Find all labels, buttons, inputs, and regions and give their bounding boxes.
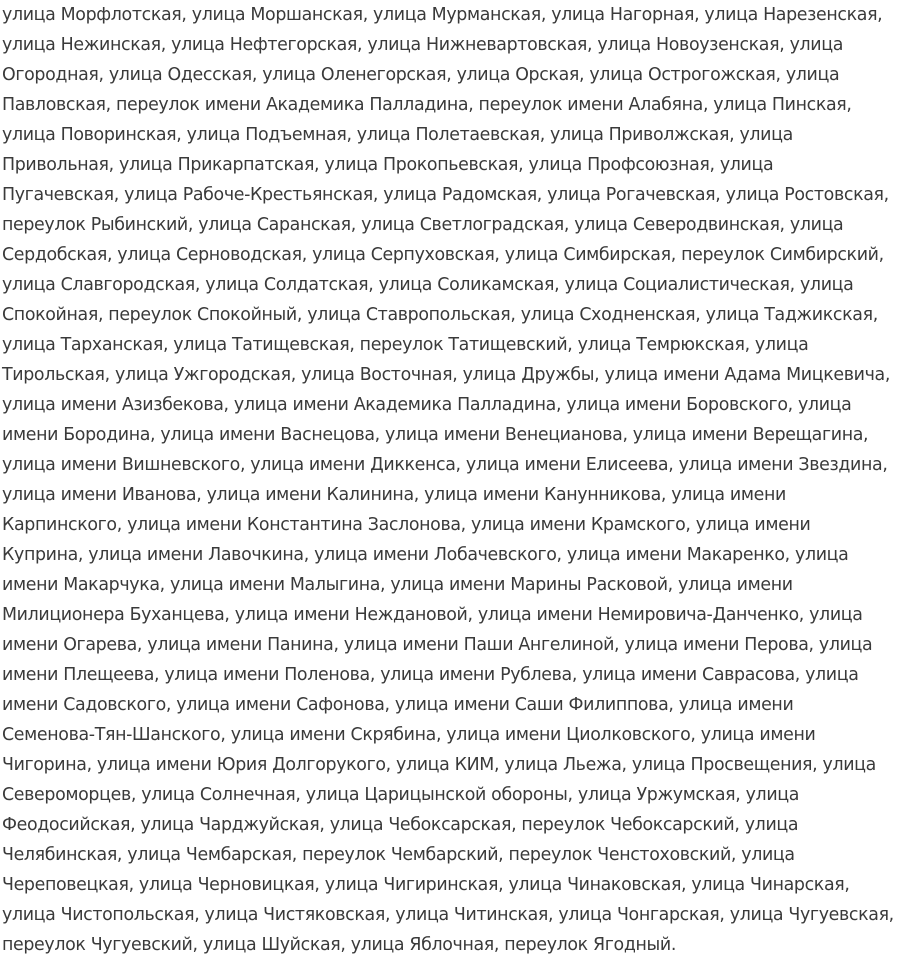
text-line: улица имени Иванова, улица имени Калинина, улица имени Канунникова, улица имени: [2, 485, 786, 505]
text-line: Челябинская, улица Чембарская, переулок Чембарский, переулок Ченстоховский, улица: [2, 845, 795, 865]
text-line: Семенова-Тян-Шанского, улица имени Скрябина, улица имени Циолковского, улица имени: [2, 725, 816, 745]
text-line: Огородная, улица Одесская, улица Оленегорская, улица Орская, улица Острогожская, улица: [2, 65, 840, 85]
text-line: Милиционера Буханцева, улица имени Неждановой, улица имени Немировича-Данченко, улица: [2, 605, 863, 625]
text-line: Пугачевская, улица Рабоче-Крестьянская, улица Радомская, улица Рогачевская, улица Ростовская,: [2, 185, 889, 205]
text-line: улица имени Вишневского, улица имени Диккенса, улица имени Елисеева, улица имени Звездина,: [2, 455, 888, 475]
text-line: Сердобская, улица Серноводская, улица Серпуховская, улица Симбирская, переулок Симбирский,: [2, 245, 884, 265]
text-line: имени Бородина, улица имени Васнецова, улица имени Венецианова, улица имени Верещагина,: [2, 425, 869, 445]
text-line: улица имени Азизбекова, улица имени Академика Палладина, улица имени Боровского, улица: [2, 395, 852, 415]
text-line: улица Славгородская, улица Солдатская, улица Соликамская, улица Социалистическая, улица: [2, 275, 854, 295]
text-line: Карпинского, улица имени Константина Заслонова, улица имени Крамского, улица имени: [2, 515, 811, 535]
text-line: Череповецкая, улица Черновицкая, улица Чигиринская, улица Чинаковская, улица Чинарская,: [2, 875, 850, 895]
text-line: переулок Рыбинский, улица Саранская, улица Светлоградская, улица Северодвинская, улица: [2, 215, 844, 235]
text-line: улица Тарханская, улица Татищевская, переулок Татищевский, улица Темрюкская, улица: [2, 335, 809, 355]
text-line: Куприна, улица имени Лавочкина, улица имени Лобачевского, улица имени Макаренко, улица: [2, 545, 849, 565]
text-line: Павловская, переулок имени Академика Палладина, переулок имени Алабяна, улица Пинская,: [2, 95, 852, 115]
text-line: имени Садовского, улица имени Сафонова, улица имени Саши Филиппова, улица имени: [2, 695, 794, 715]
text-line: имени Макарчука, улица имени Малыгина, улица имени Марины Расковой, улица имени: [2, 575, 793, 595]
text-line: Североморцев, улица Солнечная, улица Царицынской обороны, улица Уржумская, улица: [2, 785, 800, 805]
text-line: улица Чистопольская, улица Чистяковская, улица Читинская, улица Чонгарская, улица Чугуевская,: [2, 905, 894, 925]
text-line: улица Морфлотская, улица Моршанская, улица Мурманская, улица Нагорная, улица Нарезенская,: [2, 5, 883, 25]
text-line: улица Нежинская, улица Нефтегорская, улица Нижневартовская, улица Новоузенская, улица: [2, 35, 844, 55]
text-line: Чигорина, улица имени Юрия Долгорукого, улица КИМ, улица Льежа, улица Просвещения, улица: [2, 755, 876, 775]
text-line: имени Огарева, улица имени Панина, улица имени Паши Ангелиной, улица имени Перова, улица: [2, 635, 873, 655]
text-line: Феодосийская, улица Чарджуйская, улица Чебоксарская, переулок Чебоксарский, улица: [2, 815, 799, 835]
text-line: Спокойная, переулок Спокойный, улица Ставропольская, улица Сходненская, улица Таджикская,: [2, 305, 878, 325]
text-line: переулок Чугуевский, улица Шуйская, улица Яблочная, переулок Ягодный.: [2, 935, 677, 955]
text-line: улица Поворинская, улица Подъемная, улица Полетаевская, улица Приволжская, улица: [2, 125, 793, 145]
text-line: Тирольская, улица Ужгородская, улица Восточная, улица Дружбы, улица имени Адама Мицкевича,: [2, 365, 890, 385]
text-line: Привольная, улица Прикарпатская, улица Прокопьевская, улица Профсоюзная, улица: [2, 155, 774, 175]
text-line: имени Плещеева, улица имени Поленова, улица имени Рублева, улица имени Саврасова, улица: [2, 665, 859, 685]
